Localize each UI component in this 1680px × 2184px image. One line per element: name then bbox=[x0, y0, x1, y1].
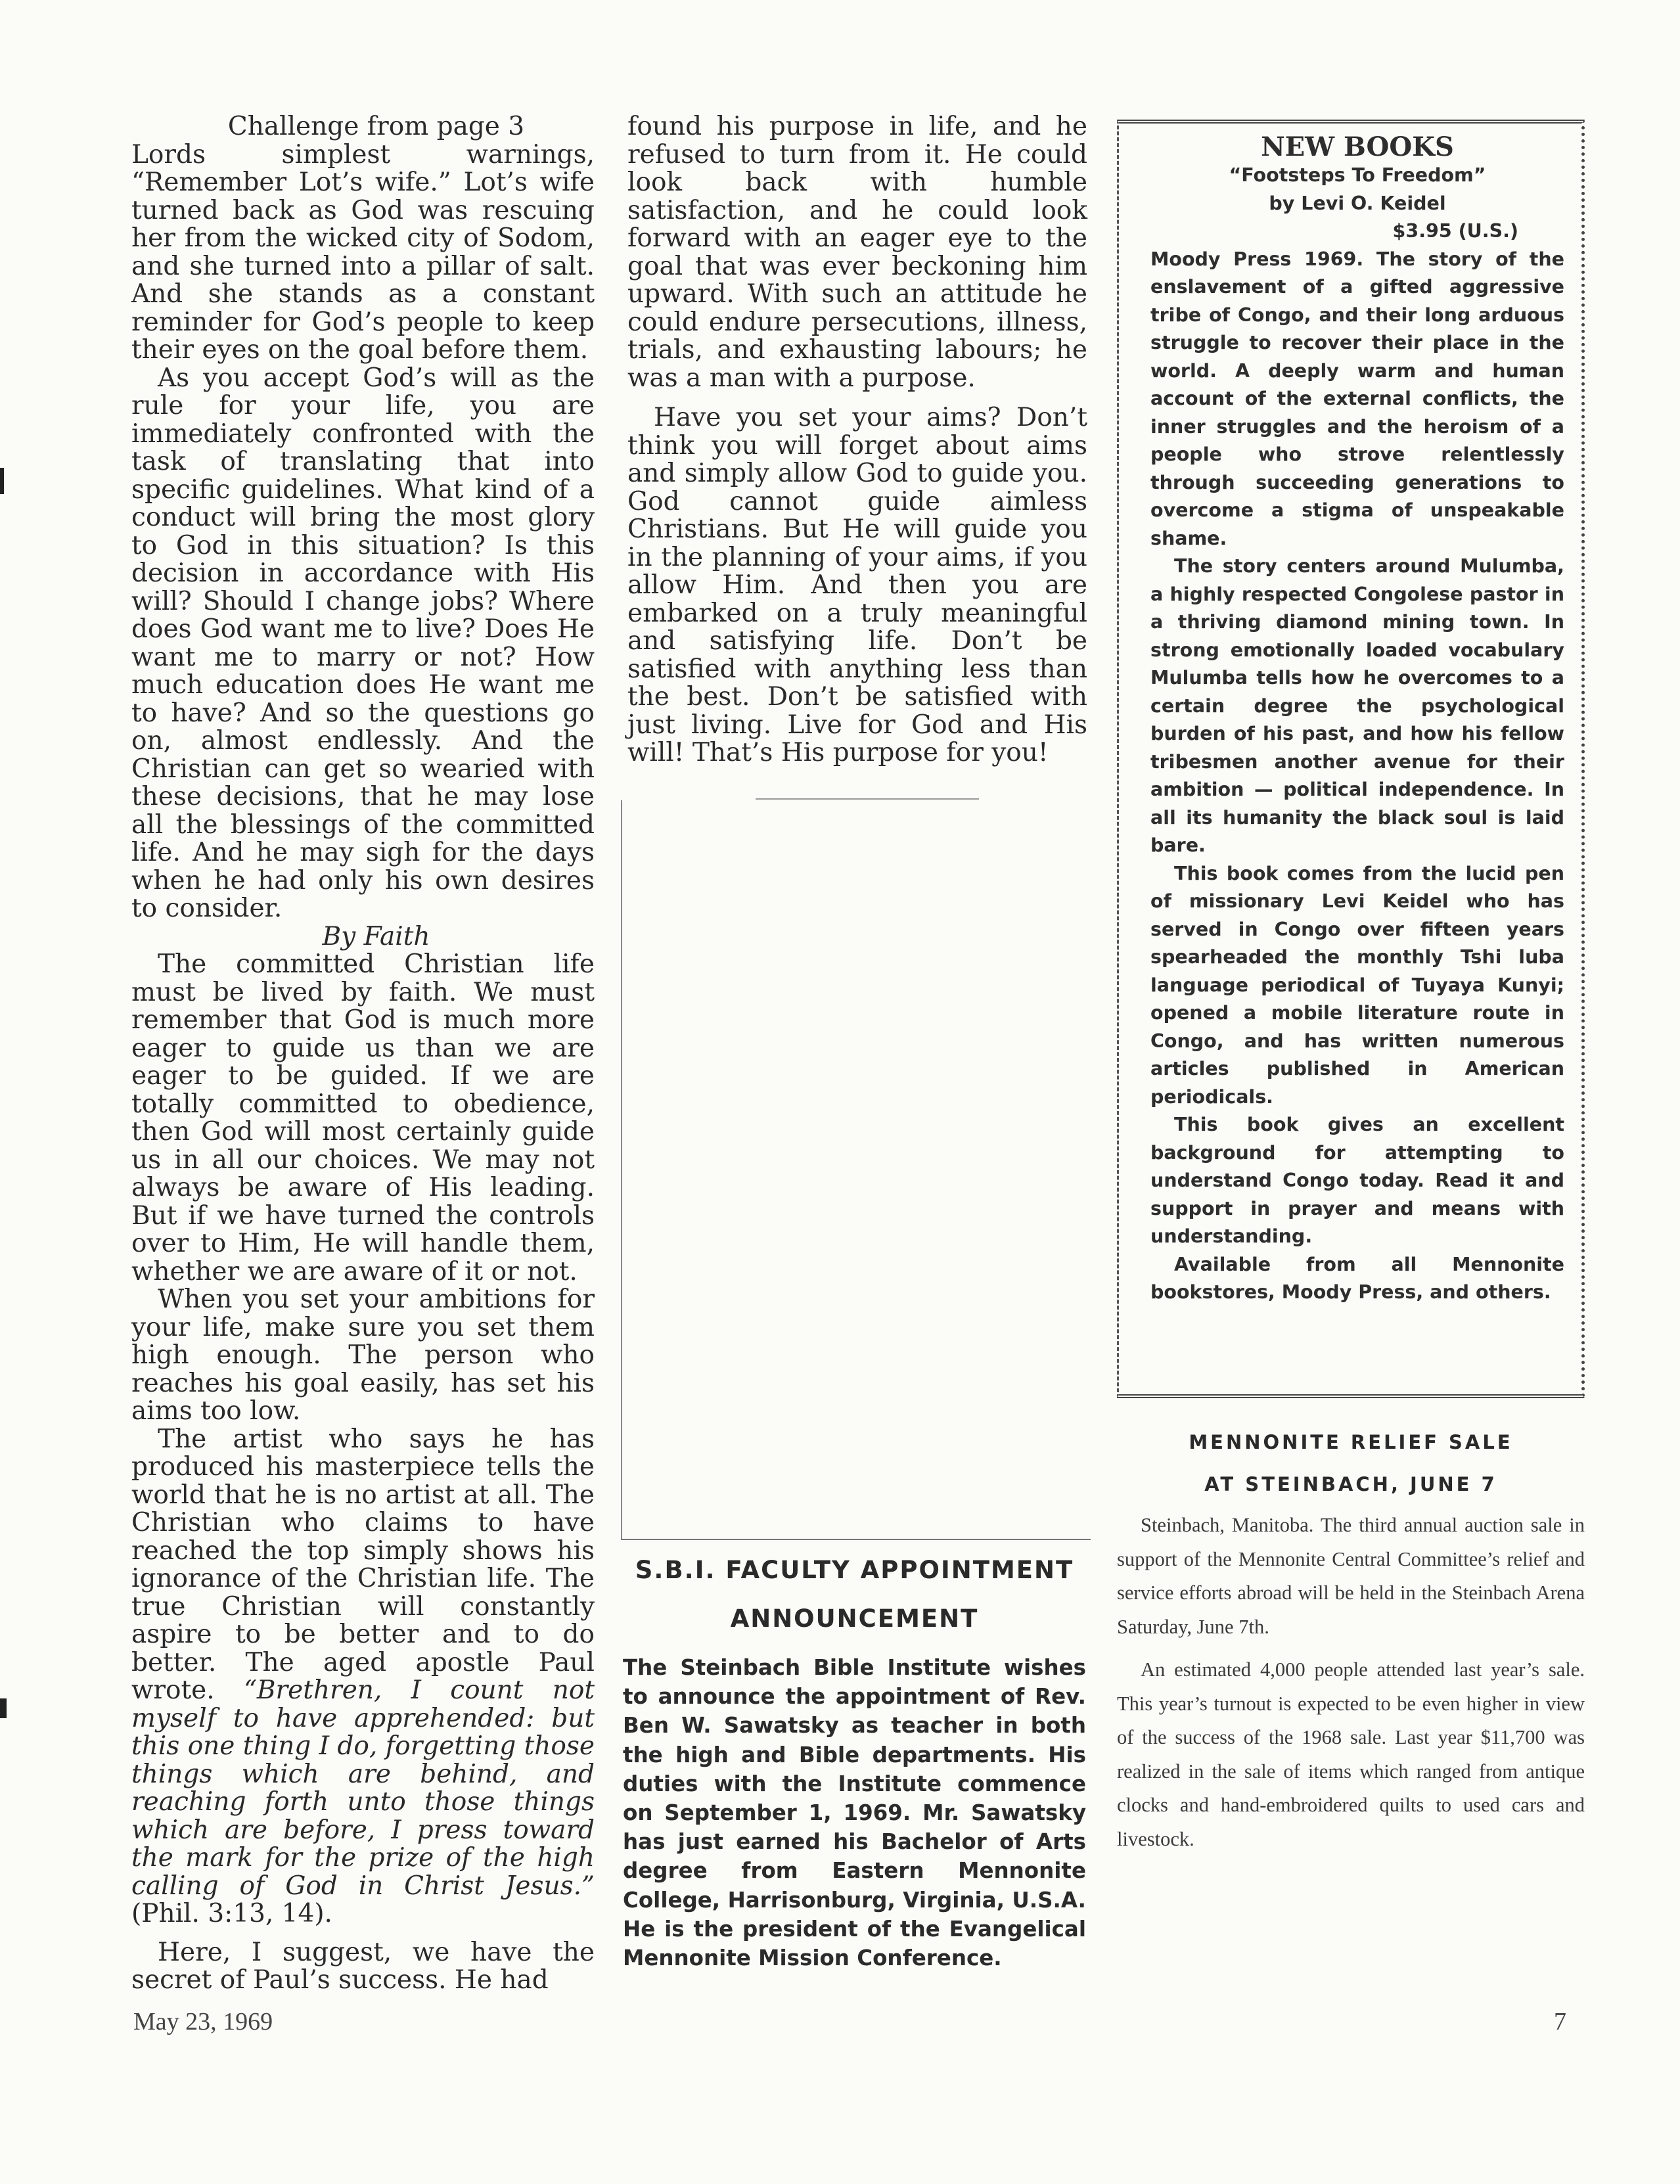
book-price: $3.95 (U.S.) bbox=[1392, 220, 1518, 242]
paragraph: The committed Christian life must be lived by faith. We must remember that God is much more eager to guide us than we are eager to be guided. If we are totally committed to obedience, then God will most certainly guide us in all our choices. We may not always be aware of His leading. But if we have turned the controls over to Him, He will handle them, whether we are aware of it or not. bbox=[131, 949, 595, 1286]
paragraph: Steinbach, Manitoba. The third annual auction sale in support of the Mennonite Central Committee’s relief and service efforts abroad will be held in the Steinbach Arena Saturday, June 7th. bbox=[1117, 1514, 1585, 1638]
issue-date: May 23, 1969 bbox=[133, 2008, 273, 2036]
paragraph: Moody Press 1969. The story of the enslavement of a gifted aggressive tribe of Congo, and their long arduous struggle to recover their place in the world. A deeply warm and human account of the external conflicts, the inner struggles and the heroism of a people who strove relentlessly through succeeding generations to overcome a stigma of unspeakable shame. bbox=[1150, 248, 1564, 549]
blank-frame-bottom-rule bbox=[621, 1539, 1091, 1540]
page-number: 7 bbox=[1554, 2008, 1566, 2036]
paragraph: The story centers around Mulumba, a highly respected Congolese pastor in a thriving diamond mining town. In strong emotionally loaded vocabulary Mulumba tells how he overcomes to a certain degree the psychological burden of his past, and how his fellow tribesmen another avenue for their ambition — political independence. In all its humanity the black soul is laid bare. bbox=[1150, 555, 1564, 856]
paragraph: found his purpose in life, and he refused to turn from it. He could look back with humble satisfaction, and he could look forward with an eager eye to the goal that was ever beckoning him upward. With such an attitude he could endure persecutions, illness, trials, and exhausting labours; he was a man with a purpose. bbox=[627, 112, 1087, 393]
scan-edge-mark bbox=[0, 468, 4, 494]
paragraph: This book comes from the lucid pen of missionary Levi Keidel who has served in Congo over fifteen years spearheaded the monthly Tshi luba language periodical of Tuyaya Kunyi; opened a mobile literature route in Congo, and has written numerous articles published in American periodicals. bbox=[1150, 862, 1564, 1108]
new-books-title: NEW BOOKS bbox=[1261, 131, 1454, 162]
relief-heading-line-1: MENNONITE RELIEF SALE bbox=[1189, 1431, 1513, 1453]
scripture-quote: “Brethren, I count not myself to have apprehended: but this one thing I do, forgetting those things which are behind, and reaching forth unto those things which are before, I press toward the mark for the prize of the high calling of God in Christ Jesus.” bbox=[131, 1675, 595, 1901]
sbi-announcement bbox=[623, 1551, 1086, 1972]
paragraph-text: The artist who says he has produced his masterpiece tells the world that he is no artist at all. The Christian who claims to have reached the top simply shows his ignorance of the Christian life. The true Christian will constantly aspire to be better and to do better. The aged apostle Paul wrote. bbox=[131, 1424, 595, 1705]
sbi-heading-line-1: S.B.I. FACULTY APPOINTMENT bbox=[635, 1556, 1074, 1584]
scan-edge-mark bbox=[0, 1698, 7, 1718]
relief-body bbox=[1117, 1509, 1585, 1856]
book-author: by Levi O. Keidel bbox=[1269, 192, 1446, 214]
article-divider-rule bbox=[756, 798, 979, 800]
book-title: “Footsteps To Freedom” bbox=[1229, 164, 1486, 186]
paragraph: An estimated 4,000 people attended last year’s sale. This year’s turnout is expected to be even higher in view of the success of the 1968 sale. Last year $11,700 was realized in the sale of items which ranged from antique clocks and hand-embroidered quilts to used cars and livestock. bbox=[1117, 1658, 1585, 1850]
paragraph bbox=[131, 1426, 595, 1928]
blank-frame-left-rule bbox=[621, 800, 622, 1539]
new-books-box bbox=[1117, 120, 1585, 1398]
subheading-by-faith: By Faith bbox=[322, 921, 430, 951]
paragraph: When you set your ambitions for your life, make sure you set them high enough. The person who reaches his goal easily, has set his aims too low. bbox=[131, 1285, 595, 1426]
relief-sale-article bbox=[1117, 1431, 1585, 1856]
paragraph: This book gives an excellent background for attempting to understand Congo today. Read it and support in prayer and means with understanding. bbox=[1150, 1114, 1564, 1247]
relief-heading-line-2: AT STEINBACH, JUNE 7 bbox=[1204, 1473, 1497, 1495]
scripture-citation: (Phil. 3:13, 14). bbox=[131, 1899, 332, 1928]
jump-heading: Challenge from page 3 bbox=[227, 112, 525, 141]
article-conclusion bbox=[627, 113, 1087, 767]
paragraph: Have you set your aims? Don’t think you will forget about aims and simply allow God to guide you. God cannot guide aimless Christians. But He will guide you in the planning of your aims, if you allow Him. And then you are embarked on a truly meaningful and satisfying life. Don’t be satisfied with anything less than the best. Don’t be satisfied with just living. Live for God and His will! That’s His purpose for you! bbox=[627, 403, 1087, 767]
right-column bbox=[1117, 120, 1585, 1856]
paragraph: As you accept God’s will as the rule for your life, you are immediately confronted with the task of translating that into specific guidelines. What kind of a conduct will bring the most glory to God in this situation? Is this decision in accordance with His will? Should I change jobs? Where does God want me to live? Does He want me to marry or not? How much education does He want me to have? And so the questions go on, almost endlessly. And the Christian can get so wearied with these decisions, that he may lose all the blessings of the committed life. And he may sigh for the days when he had only his own desires to consider. bbox=[131, 363, 595, 923]
article-continuation-column bbox=[131, 113, 595, 1995]
paragraph: Here, I suggest, we have the secret of Paul’s success. He had bbox=[131, 1937, 595, 1995]
sbi-body: The Steinbach Bible Institute wishes to announce the appointment of Rev. Ben W. Sawatsky as teacher in both the high and Bible departments. His duties with the Institute commence on September 1, 1969. Mr. Sawatsky has just earned his Bachelor of Arts degree from Eastern Mennonite College, Harrisonburg, Virginia, U.S.A. He is the president of the Evangelical Mennonite Mission Conference. bbox=[623, 1655, 1086, 1971]
middle-column bbox=[627, 113, 1087, 767]
paragraph: Lords simplest warnings, “Remember Lot’s wife.” Lot’s wife turned back as God was rescuing her from the wicked city of Sodom, and she turned into a pillar of salt. And she stands as a constant reminder for God’s people to keep their eyes on the goal before them. bbox=[131, 139, 595, 365]
sbi-heading-line-2: ANNOUNCEMENT bbox=[730, 1604, 979, 1633]
paragraph: Available from all Mennonite bookstores, Moody Press, and others. bbox=[1150, 1253, 1564, 1303]
